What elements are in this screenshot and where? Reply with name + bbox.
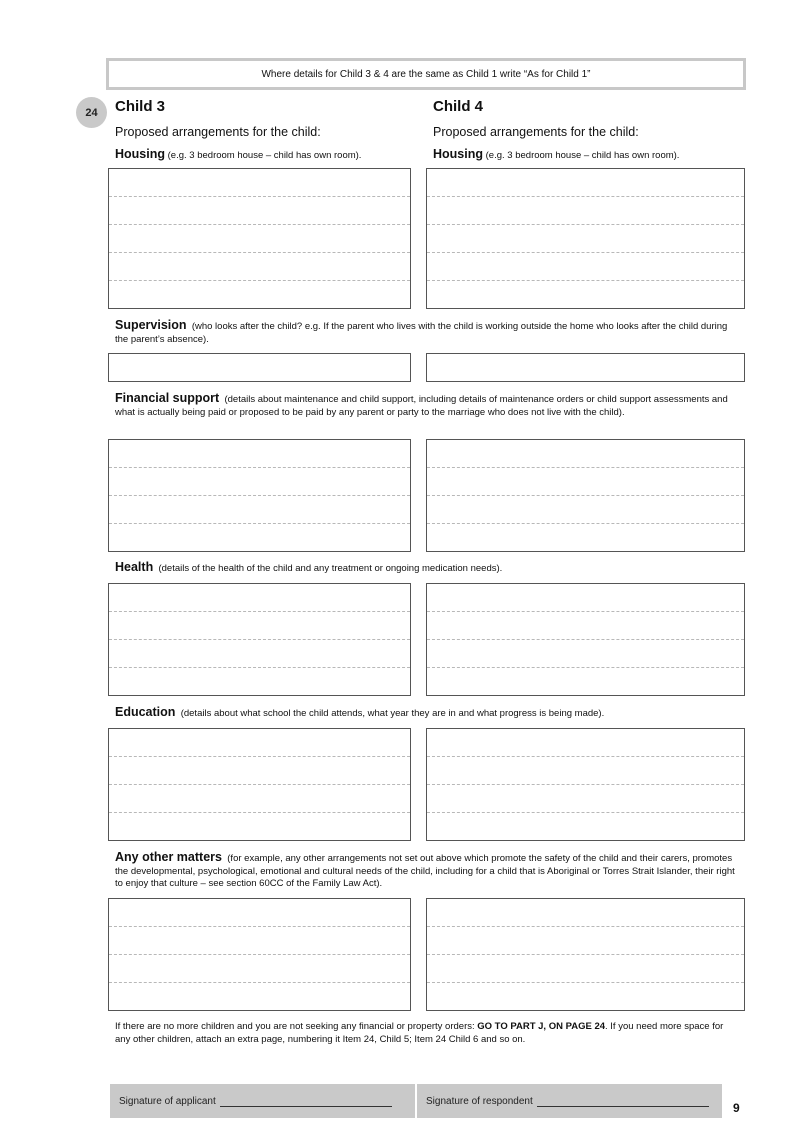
child-3-housing-field[interactable]: [108, 168, 411, 309]
child-4-proposed-heading: Proposed arrangements for the child:: [433, 125, 639, 139]
footer-text-1: If there are no more children and you are not seeking any financial or property orders:: [115, 1021, 478, 1032]
other-matters-title: Any other matters: [115, 850, 222, 864]
housing-hint: (e.g. 3 bedroom house – child has own room).: [167, 150, 362, 161]
respondent-signature-line[interactable]: [537, 1096, 709, 1107]
same-as-child-1-notice: Where details for Child 3 & 4 are the same as Child 1 write “As for Child 1”: [106, 58, 746, 90]
go-to-part-j: GO TO PART J, ON PAGE 24: [477, 1021, 606, 1032]
health-title: Health: [115, 560, 154, 574]
footer-text-2: . If you need more space for any other children, attach an extra page, numbering it Item 24, Child 5; Item 24 Child 6 and so on.: [115, 1021, 724, 1045]
other-matters-label: [115, 851, 740, 891]
other-matters-hint: (for example, any other arrangements not set out above which promote the safety of the child and their carers, promotes the developmental, psychological, emotional and cultural needs of the child, including for a child that is Aboriginal or Torres Strait Islander, their right to enjoy that culture – see section 60CC of the Family Law Act).: [115, 853, 735, 889]
respondent-signature-label: Signature of respondent: [426, 1095, 533, 1107]
child-3-title: Child 3: [115, 98, 166, 115]
page-number: 9: [733, 1101, 740, 1115]
financial-support-label: [115, 392, 740, 419]
footer-instructions: [115, 1020, 740, 1046]
housing-label: Housing: [115, 147, 165, 161]
signature-bar: [110, 1084, 722, 1118]
supervision-hint: (who looks after the child? e.g. If the parent who lives with the child is working outside the home who looks after the child during the parent’s absence).: [115, 321, 728, 345]
health-hint: (details of the health of the child and any treatment or ongoing medication needs).: [158, 563, 503, 574]
education-title: Education: [115, 705, 176, 719]
child-3-housing-label: [115, 147, 361, 161]
supervision-label: [115, 319, 740, 346]
applicant-signature-line[interactable]: [220, 1096, 392, 1107]
child-4-housing-field[interactable]: [426, 168, 745, 309]
child-3-supervision-field[interactable]: [108, 353, 411, 382]
child-4-other-matters-field[interactable]: [426, 898, 745, 1011]
child-4-education-field[interactable]: [426, 728, 745, 841]
child-4-title: Child 4: [433, 98, 484, 115]
child-3-financial-field[interactable]: [108, 439, 411, 552]
housing-hint: (e.g. 3 bedroom house – child has own room).: [485, 150, 680, 161]
supervision-title: Supervision: [115, 318, 187, 332]
financial-support-hint: (details about maintenance and child support, including details of maintenance orders or child support assessments and what is actually being paid or proposed to be paid by any parent or party to the marriage who does not live with the child).: [115, 394, 728, 418]
item-number-badge: 24: [76, 97, 107, 128]
child-4-financial-field[interactable]: [426, 439, 745, 552]
financial-support-title: Financial support: [115, 391, 220, 405]
education-hint: (details about what school the child attends, what year they are in and what progress is being made).: [180, 708, 605, 719]
child-3-health-field[interactable]: [108, 583, 411, 696]
applicant-signature-label: Signature of applicant: [119, 1095, 216, 1107]
respondent-signature-cell: [415, 1084, 722, 1118]
child-3-other-matters-field[interactable]: [108, 898, 411, 1011]
education-label: [115, 706, 740, 721]
applicant-signature-cell: [110, 1084, 415, 1118]
health-label: [115, 561, 740, 576]
child-4-supervision-field[interactable]: [426, 353, 745, 382]
child-4-housing-label: [433, 147, 679, 161]
child-3-education-field[interactable]: [108, 728, 411, 841]
housing-label: Housing: [433, 147, 483, 161]
child-4-health-field[interactable]: [426, 583, 745, 696]
child-3-proposed-heading: Proposed arrangements for the child:: [115, 125, 321, 139]
